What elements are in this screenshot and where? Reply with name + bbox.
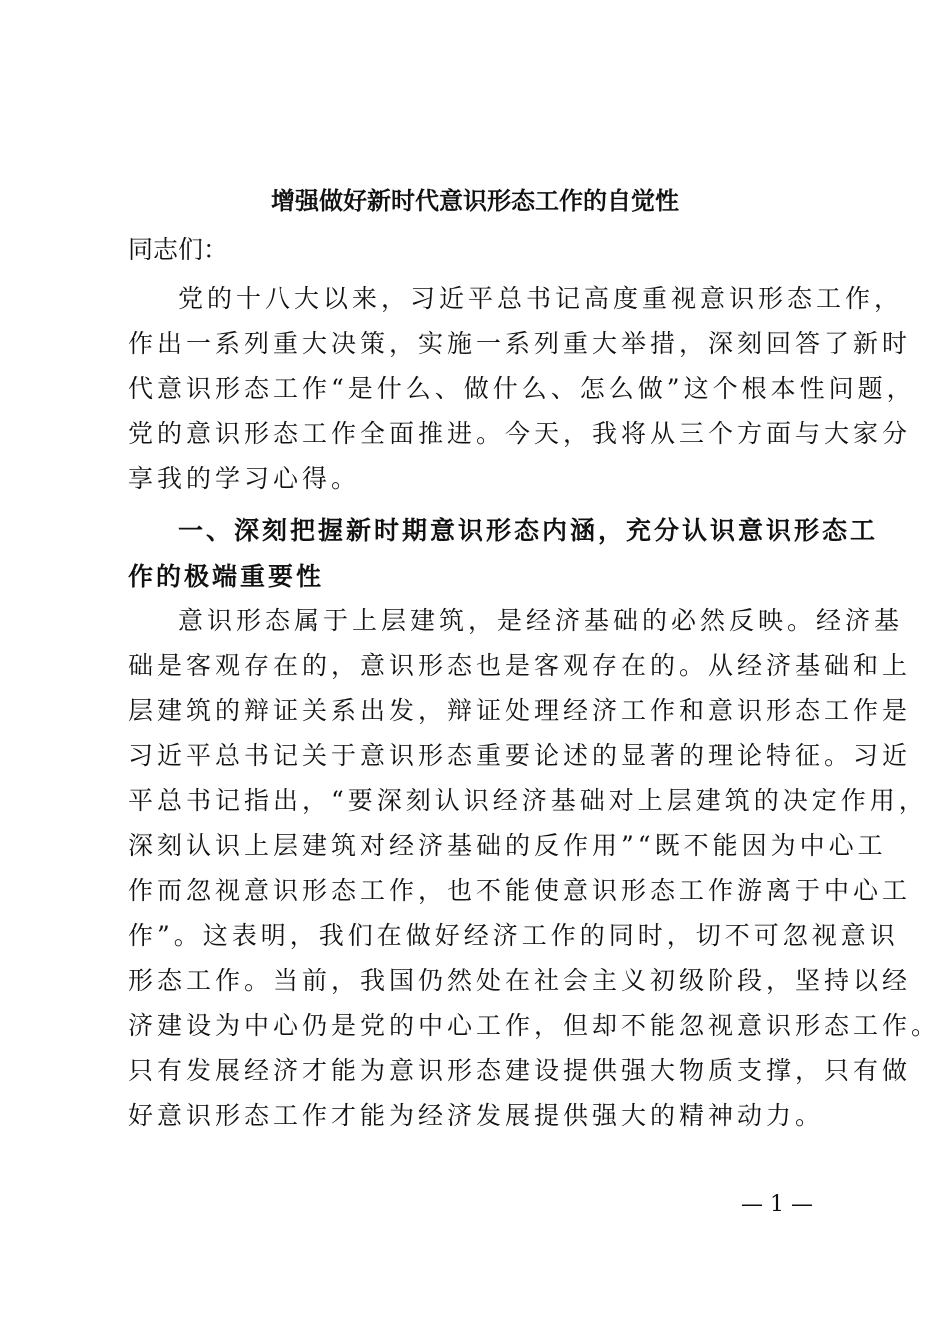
page-number: — 1 — [741,1192,813,1217]
paragraph-line: 础是客观存在的，意识形态也是客观存在的。从经济基础和上 [128,651,912,680]
paragraph-line: 作”。这表明，我们在做好经济工作的同时，切不可忽视意识 [128,921,899,950]
paragraph-line: 层建筑的辩证关系出发，辩证处理经济工作和意识形态工作是 [128,696,912,725]
intro-paragraph [128,276,916,501]
heading-line: 一、深刻把握新时期意识形态内涵，充分认识意识形态工 [178,516,879,545]
salutation: 同志们： [128,235,229,264]
paragraph-line: 意识形态属于上层建筑，是经济基础的必然反映。经济基 [178,606,904,635]
paragraph-line: 党的十八大以来，习近平总书记高度重视意识形态工作， [178,284,904,313]
section-heading [128,508,879,600]
heading-line: 作的极端重要性 [128,562,325,591]
paragraph-line: 济建设为中心仍是党的中心工作，但却不能忽视意识形态工作。 [128,1011,941,1040]
paragraph-line: 代意识形态工作“是什么、做什么、怎么做”这个根本性问题， [128,374,916,403]
paragraph-line: 只有发展经济才能为意识形态建设提供强大物质支撑，只有做 [128,1056,912,1085]
paragraph-line: 作而忽视意识形态工作，也不能使意识形态工作游离于中心工 [128,876,912,905]
paragraph-line: 形态工作。当前，我国仍然处在社会主义初级阶段，坚持以经 [128,966,912,995]
paragraph-line: 享我的学习心得。 [128,464,361,493]
paragraph-line: 习近平总书记关于意识形态重要论述的显著的理论特征。习近 [128,741,912,770]
document-title: 增强做好新时代意识形态工作的自觉性 [271,186,679,215]
paragraph-line: 党的意识形态工作全面推进。今天，我将从三个方面与大家分 [128,419,912,448]
body-paragraph [128,598,941,1138]
paragraph-line: 深刻认识上层建筑对经济基础的反作用”“既不能因为中心工 [128,831,887,860]
paragraph-line: 平总书记指出，“要深刻认识经济基础对上层建筑的决定作用， [128,786,928,815]
paragraph-line: 好意识形态工作才能为经济发展提供强大的精神动力。 [128,1101,825,1130]
paragraph-line: 作出一系列重大决策，实施一系列重大举措，深刻回答了新时 [128,329,912,358]
